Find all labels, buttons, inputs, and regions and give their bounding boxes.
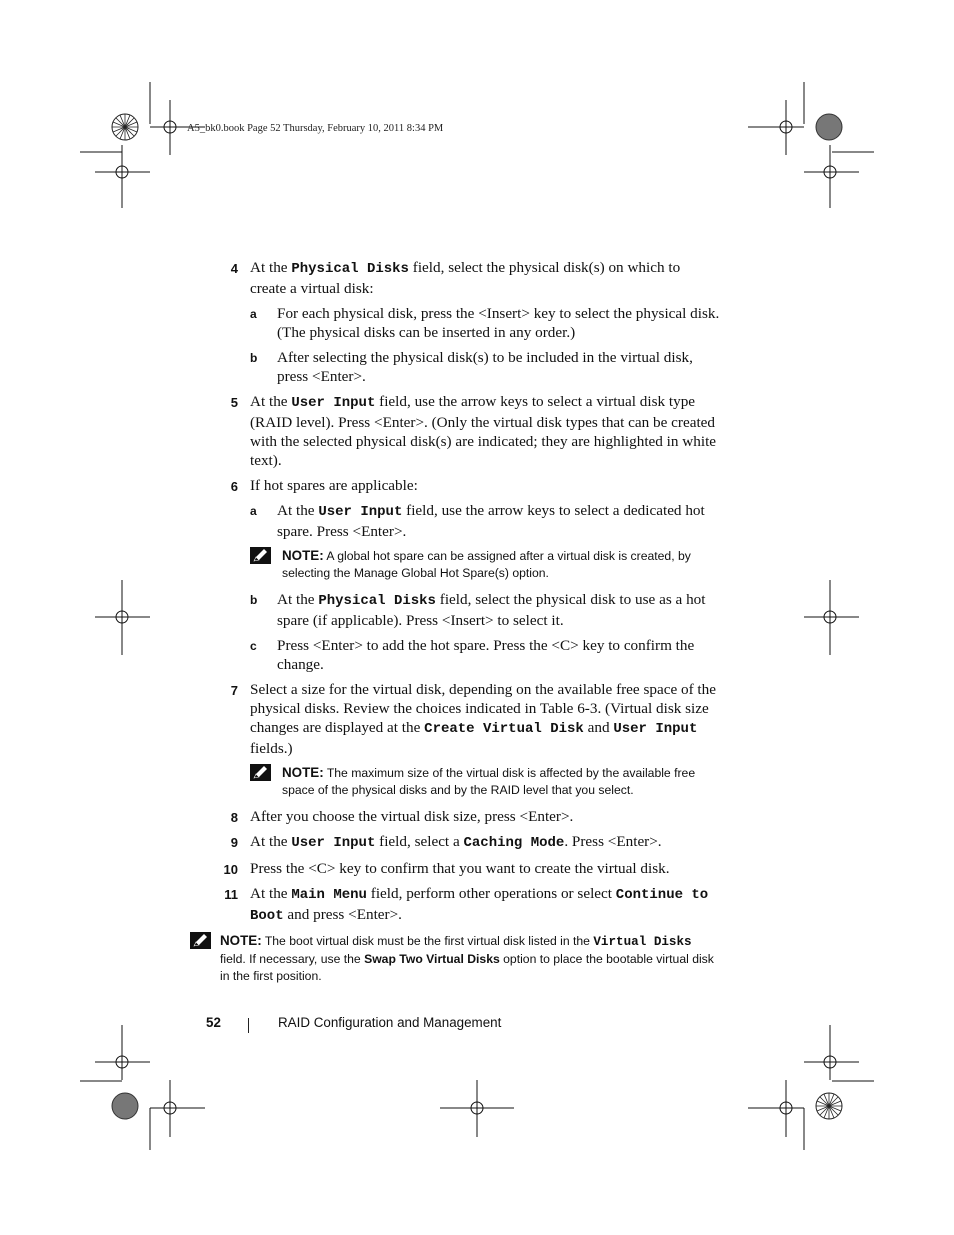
step-5: 5 At the User Input field, use the arrow keys to select a virtual disk type (RAID level). Press <Enter>. (Only the virtual disk types that can be created with the selected physical disk(s) are indicated; they are highlighted in white text). [220,392,720,470]
code-physical-disks: Physical Disks [318,593,436,609]
chapter-title: RAID Configuration and Management [278,1015,502,1030]
pencil-note-icon [190,932,211,949]
code-main-menu: Main Menu [291,887,367,903]
note-maximum-size: NOTE: The maximum size of the virtual disk is affected by the available free space of the physical disks and by the RAID level that you select. [220,764,720,799]
code-virtual-disks: Virtual Disks [593,935,692,949]
code-physical-disks: Physical Disks [291,261,409,277]
step-number: 11 [224,887,238,902]
step-number: 10 [223,862,238,877]
code-user-input: User Input [613,721,698,737]
step-6b: b At the Physical Disks field, select the physical disk to use as a hot spare (if applicable). Press <Insert> to select it. [250,591,706,629]
code-create-virtual-disk: Create Virtual Disk [424,721,584,737]
code-user-input: User Input [318,504,403,520]
step-10: 10 Press the <C> key to confirm that you want to create the virtual disk. [220,859,720,878]
step-number: 5 [230,395,238,410]
step-4: 4 At the Physical Disks field, select the physical disk(s) on which to create a virtual disk: [220,258,720,298]
pencil-note-icon [250,764,271,781]
step-9: 9 At the User Input field, select a Caching Mode. Press <Enter>. [220,832,720,853]
note-global-hot-spare: NOTE: A global hot spare can be assigned after a virtual disk is created, by selecting the Manage Global Hot Spare(s) option. [220,547,720,582]
page-number: 52 [206,1015,221,1030]
footer-divider [248,1018,249,1033]
code-user-input: User Input [291,835,376,851]
step-6a: a At the User Input field, use the arrow keys to select a dedicated hot spare. Press <Enter>. [250,502,705,540]
step-11: 11 At the Main Menu field, perform other operations or select Continue to Boot and press <Enter>. [220,884,720,926]
note-boot-virtual-disk: NOTE: The boot virtual disk must be the first virtual disk listed in the Virtual Disks field. If necessary, use the Swap Two Virtual Disks option to place the bootable virtual disk in the first position. [190,932,720,985]
step-6c: c Press <Enter> to add the hot spare. Press the <C> key to confirm the change. [250,637,695,673]
step-4a: a For each physical disk, press the <Insert> key to select the physical disk. (The physical disks can be inserted in any order.) [250,305,720,341]
step-number: 4 [230,261,238,276]
pencil-note-icon [250,547,271,564]
step-number: 6 [230,479,238,494]
step-7: 7 Select a size for the virtual disk, depending on the available free space of the physical disks. Review the choices indicated in Table 6-3. (Virtual disk size changes are displayed at the Create Virtual Disk and User Input fields.) [220,680,720,758]
code-user-input: User Input [291,395,376,411]
step-number: 7 [230,683,238,698]
step-6: 6 If hot spares are applicable: [220,476,720,495]
step-8: 8 After you choose the virtual disk size, press <Enter>. [220,807,720,826]
code-caching-mode: Caching Mode [463,835,565,851]
page-content [220,258,720,993]
code-continue-to-boot: Continue to Boot [250,887,709,924]
print-header: A5_bk0.book Page 52 Thursday, February 10, 2011 8:34 PM [187,123,444,134]
option-swap-two-virtual-disks: Swap Two Virtual Disks [364,952,500,966]
step-number: 8 [230,810,238,825]
step-4b: b After selecting the physical disk(s) to be included in the virtual disk, press <Enter>. [250,349,693,385]
step-number: 9 [230,835,238,850]
